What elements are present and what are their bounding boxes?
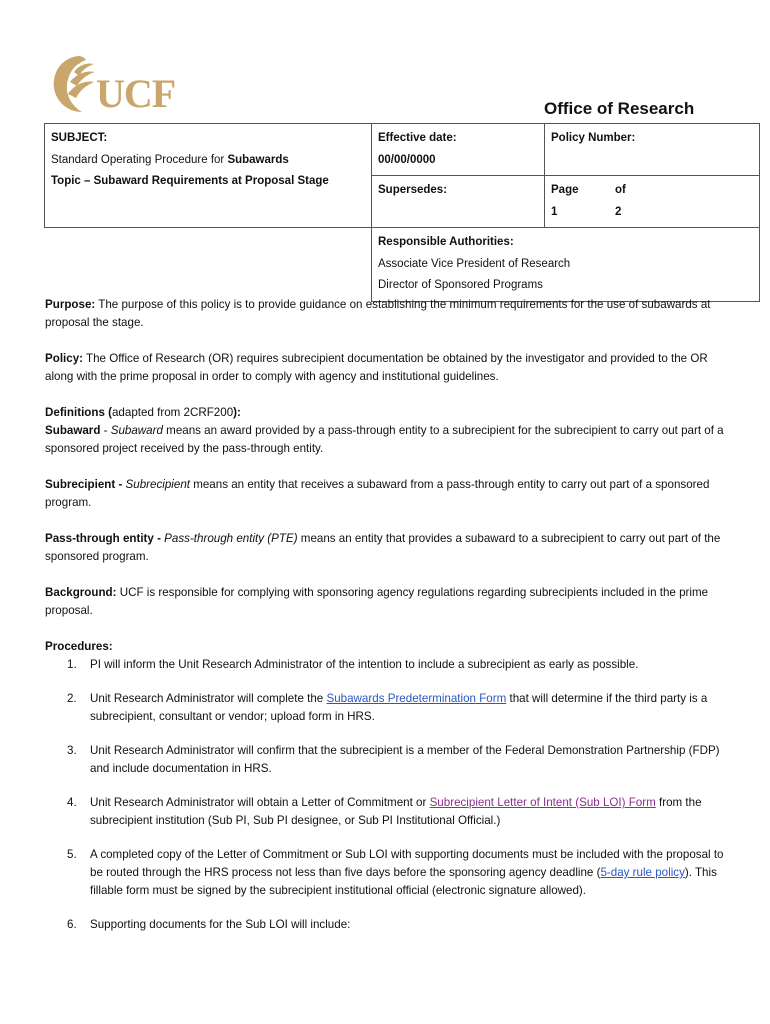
definition-pte: Pass-through entity - Pass-through entity (PTE) means an entity that provides a subaward to a subrecipient to carry out part of the sponsored program. (45, 532, 721, 563)
subject-line: Standard Operating Procedure for Subawards (51, 153, 289, 166)
procedure-item: 1. PI will inform the Unit Research Administrator of the intention to include a subrecipient as early as possible. (67, 658, 639, 671)
effective-date-cell (372, 124, 545, 176)
page-total: 2 (615, 205, 622, 218)
sub-loi-form-link[interactable]: Subrecipient Letter of Intent (Sub LOI) Form (429, 796, 656, 809)
definition-subaward: Subaward - Subaward means an award provided by a pass-through entity to a subrecipient for the subrecipient to carry out part of a sponsored project received by the pass-through entity. (45, 424, 724, 455)
policy-number-cell (545, 124, 760, 176)
of-label: of (615, 184, 626, 196)
subject-cell (45, 124, 372, 228)
five-day-rule-policy-link[interactable]: 5-day rule policy (600, 866, 685, 879)
purpose-paragraph: Purpose: The purpose of this policy is to provide guidance on establishing the minimum requirements for the use of subawards at proposal the stage. (45, 298, 711, 329)
procedure-item: 3. Unit Research Administrator will confirm that the subrecipient is a member of the Federal Demonstration Partnership (FDP) and include documentation in HRS. (67, 744, 720, 775)
responsible-label: Responsible Authorities: (378, 236, 514, 248)
background-paragraph: Background: UCF is responsible for complying with sponsoring agency regulations regarding subrecipients included in the prime proposal. (45, 586, 709, 617)
policy-paragraph: Policy: The Office of Research (OR) requires subrecipient documentation be obtained by the investigator and provided to the OR along with the prime proposal in order to comply with agency and institutional guidelines. (45, 352, 708, 383)
logo-wordmark: UCF (96, 71, 176, 116)
topic-line: Topic – Subaward Requirements at Proposal Stage (51, 175, 329, 187)
procedures-heading: Procedures: (45, 640, 113, 653)
effective-date-value: 00/00/0000 (378, 153, 436, 166)
procedure-item: 5. A completed copy of the Letter of Commitment or Sub LOI with supporting documents must be included with the proposal to be routed through the HRS process not less than five days before the sponsoring agency deadline (5-day rule policy). This fillable form must be signed by the subrecipient institutional official (electronic signature allowed). (67, 848, 724, 897)
page-cell (545, 176, 760, 228)
procedure-item: 2. Unit Research Administrator will complete the Subawards Predetermination Form that will determine if the third party is a subrecipient, consultant or vendor; upload form in HRS. (67, 692, 708, 723)
responsible-1: Associate Vice President of Research (378, 257, 571, 270)
policy-body (45, 296, 725, 950)
policy-header-table (44, 123, 760, 302)
policy-number-label: Policy Number: (551, 132, 636, 144)
page-label: Page (551, 184, 579, 196)
responsible-2: Director of Sponsored Programs (378, 279, 543, 291)
procedure-item: 4. Unit Research Administrator will obtain a Letter of Commitment or Subrecipient Letter of Intent (Sub LOI) Form from the subrecipient institution (Sub PI, Sub PI designee, or Sub PI Institutional Official.) (67, 796, 702, 827)
subawards-predetermination-form-link[interactable]: Subawards Predetermination Form (326, 692, 507, 705)
supersedes-cell (372, 176, 545, 228)
supersedes-label: Supersedes: (378, 184, 448, 196)
page-value: 1 (551, 205, 558, 218)
office-title: Office of Research (544, 99, 695, 118)
responsible-cell (372, 228, 760, 302)
definition-subrecipient: Subrecipient - Subrecipient means an entity that receives a subaward from a pass-through entity to carry out part of a sponsored program. (45, 478, 710, 509)
procedures-list (45, 656, 725, 934)
definitions-heading: Definitions (adapted from 2CRF200): (45, 406, 241, 419)
procedure-item: 6. Supporting documents for the Sub LOI will include: (67, 918, 351, 931)
effective-date-label: Effective date: (378, 132, 457, 144)
subject-label: SUBJECT: (51, 132, 108, 144)
